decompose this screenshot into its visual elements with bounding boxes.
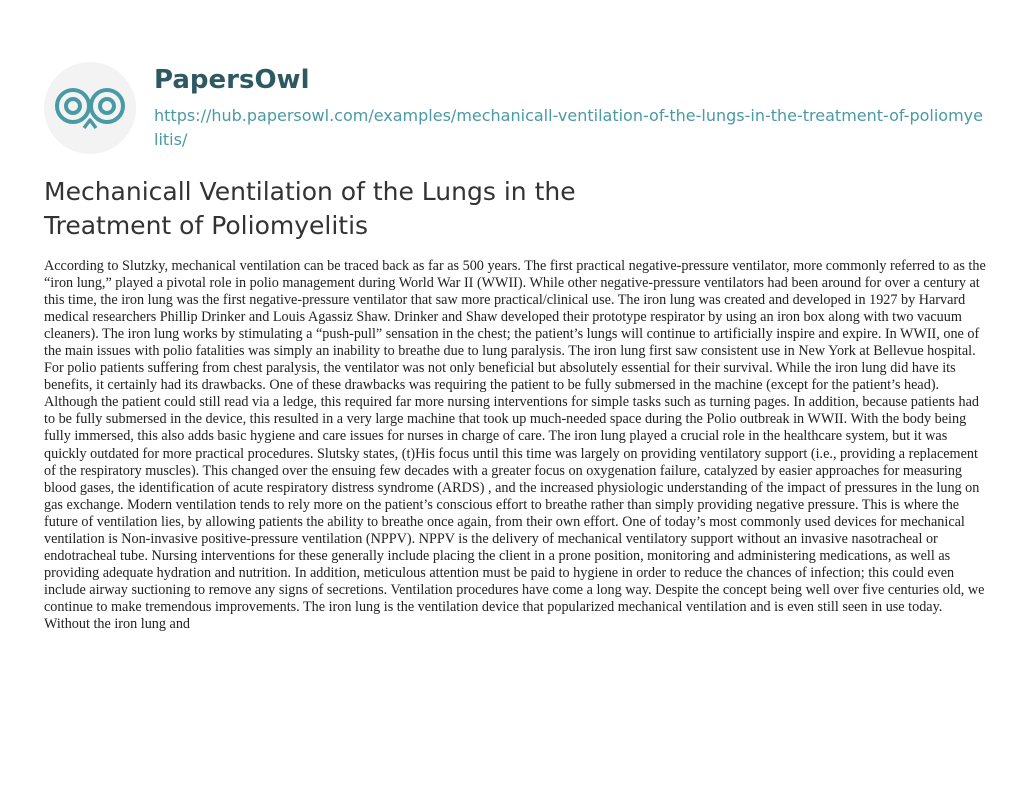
source-url-link[interactable]: https://hub.papersowl.com/examples/mechanicall-ventilation-of-the-lungs-in-the-treatment-of-poliomyelitis/ [154, 106, 983, 149]
brand-name: PapersOwl [154, 65, 310, 95]
essay-body: According to Slutzky, mechanical ventilation can be traced back as far as 500 years. The first practical negative-pressure ventilator, more commonly referred to as the “iron lung,” played a pivotal role in polio management during World War II (WWII). While other negative-pressure ventilators had been around for over a century at this time, the iron lung was the first negative-pressure ventilator that saw more practical/clinical use. The iron lung was created and developed in 1927 by Harvard medical researchers Phillip Drinker and Louis Agassiz Shaw. Drinker and Shaw developed their prototype respirator by using an iron box along with two vacuum cleaners). The iron lung works by stimulating a “push-pull” sensation in the chest; the patient’s lungs will continue to artificially inspire and expire. In WWII, one of the main issues with polio fatalities was simply an inability to breathe due to lung paralysis. The iron lung first saw consistent use in New York at Bellevue hospital. For polio patients suffering from chest paralysis, the ventilator was not only beneficial but absolutely essential for their survival. While the iron lung did have its benefits, it certainly had its drawbacks. One of these drawbacks was requiring the patient to be fully submersed in the machine (except for the patient’s head). Although the patient could still read via a ledge, this required far more nursing interventions for simple tasks such as turning pages. In addition, because patients had to be fully submersed in the device, this resulted in a very large machine that took up much-needed space during the Polio outbreak in WWII. With the body being fully immersed, this also adds basic hygiene and care issues for nurses in charge of care. The iron lung played a crucial role in the healthcare system, but it was quickly outdated for more practical procedures. Slutsky states, (t)His focus until this time was largely on providing ventilatory support (i.e., providing a replacement of the respiratory muscles). This changed over the ensuing few decades with a greater focus on oxygenation failure, catalyzed by easier approaches for measuring blood gases, the identification of acute respiratory distress syndrome (ARDS) , and the increased physiologic understanding of the impact of pressures in the lung on gas exchange. Modern ventilation tends to rely more on the patient’s conscious effort to breathe rather than simply providing negative pressure. This is where the future of ventilation lies, by allowing patients the ability to breathe once again, from their own effort. One of today’s most commonly used devices for mechanical ventilation is Non-invasive positive-pressure ventilation (NPPV). NPPV is the delivery of mechanical ventilatory support without an invasive nasotracheal or endotracheal tube. Nursing interventions for these generally include placing the client in a prone position, monitoring and administering medications, as well as providing adequate hydration and nutrition. In addition, meticulous attention must be paid to hygiene in order to reduce the chances of infection; this could even include airway suctioning to remove any signs of secretions. Ventilation procedures have come a long way. Despite the concept being well over five centuries old, we continue to make tremendous improvements. The iron lung is the ventilation device that popularized mechanical ventilation and is even still seen in use today. Without the iron lung and [44, 258, 986, 632]
site-header [44, 62, 984, 162]
page-title: Mechanicall Ventilation of the Lungs in the Treatment of Poliomyelitis [44, 177, 576, 240]
owl-eyes-icon [44, 62, 136, 154]
